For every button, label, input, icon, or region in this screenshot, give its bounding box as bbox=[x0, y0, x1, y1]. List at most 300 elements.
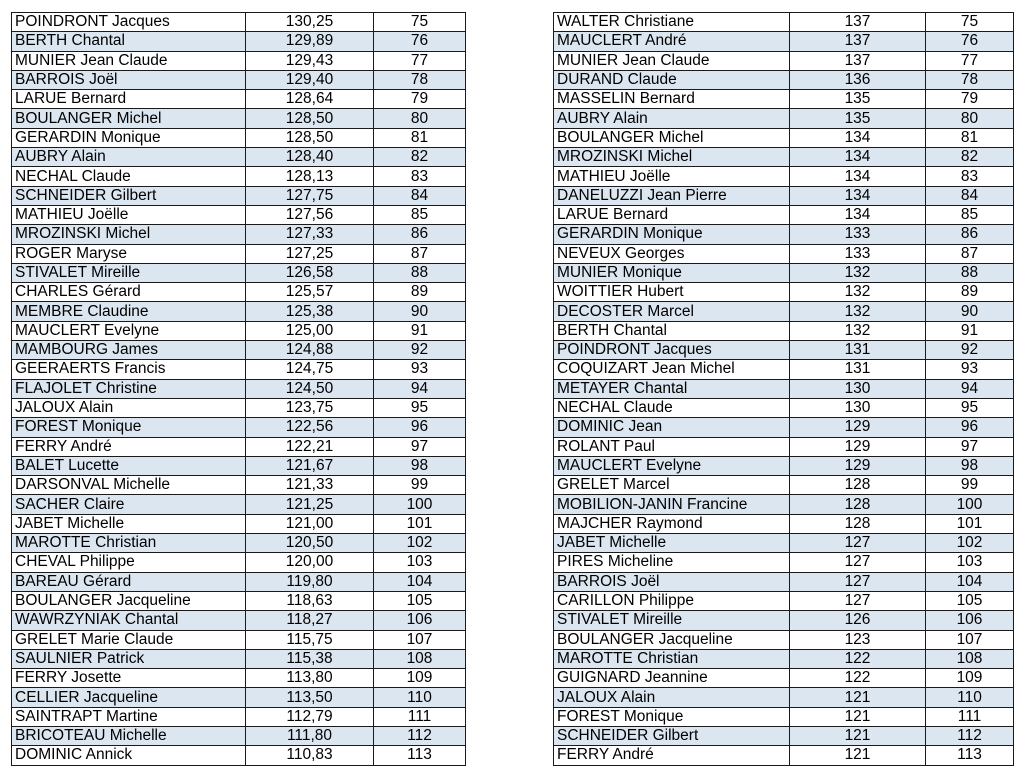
value-cell: 133 bbox=[790, 225, 926, 244]
name-cell: JABET Michelle bbox=[554, 534, 790, 553]
name-cell: MAROTTE Christian bbox=[554, 649, 790, 668]
rank-cell: 98 bbox=[926, 456, 1014, 475]
table-row bbox=[554, 244, 1014, 263]
name-cell: SACHER Claire bbox=[12, 495, 246, 514]
rank-cell: 87 bbox=[374, 244, 466, 263]
rank-cell: 109 bbox=[374, 669, 466, 688]
table-row bbox=[12, 398, 466, 417]
table-row bbox=[554, 630, 1014, 649]
rank-cell: 92 bbox=[374, 341, 466, 360]
value-cell: 121,00 bbox=[246, 514, 374, 533]
rank-cell: 89 bbox=[374, 283, 466, 302]
value-cell: 125,57 bbox=[246, 283, 374, 302]
rank-cell: 90 bbox=[374, 302, 466, 321]
value-cell: 121 bbox=[790, 726, 926, 745]
rank-cell: 93 bbox=[926, 360, 1014, 379]
table-row bbox=[554, 128, 1014, 147]
rank-cell: 76 bbox=[374, 32, 466, 51]
name-cell: SCHNEIDER Gilbert bbox=[12, 186, 246, 205]
name-cell: FOREST Monique bbox=[554, 707, 790, 726]
table-row bbox=[554, 379, 1014, 398]
rank-cell: 108 bbox=[926, 649, 1014, 668]
value-cell: 137 bbox=[790, 51, 926, 70]
table-row bbox=[12, 341, 466, 360]
value-cell: 128,50 bbox=[246, 128, 374, 147]
name-cell: LARUE Bernard bbox=[12, 90, 246, 109]
table-row bbox=[554, 746, 1014, 765]
value-cell: 120,00 bbox=[246, 553, 374, 572]
name-cell: BOULANGER Michel bbox=[554, 128, 790, 147]
value-cell: 127,56 bbox=[246, 205, 374, 224]
name-cell: BRICOTEAU Michelle bbox=[12, 726, 246, 745]
rank-cell: 101 bbox=[926, 514, 1014, 533]
rank-cell: 85 bbox=[926, 205, 1014, 224]
value-cell: 125,38 bbox=[246, 302, 374, 321]
name-cell: JALOUX Alain bbox=[12, 398, 246, 417]
value-cell: 121,25 bbox=[246, 495, 374, 514]
rank-cell: 108 bbox=[374, 649, 466, 668]
rank-cell: 79 bbox=[926, 90, 1014, 109]
table-row bbox=[12, 649, 466, 668]
rank-cell: 102 bbox=[926, 534, 1014, 553]
value-cell: 125,00 bbox=[246, 321, 374, 340]
value-cell: 118,63 bbox=[246, 591, 374, 610]
value-cell: 127,25 bbox=[246, 244, 374, 263]
rank-cell: 78 bbox=[374, 70, 466, 89]
name-cell: MEMBRE Claudine bbox=[12, 302, 246, 321]
table-row bbox=[554, 360, 1014, 379]
table-row bbox=[554, 649, 1014, 668]
name-cell: CHEVAL Philippe bbox=[12, 553, 246, 572]
rank-cell: 105 bbox=[374, 591, 466, 610]
name-cell: GERARDIN Monique bbox=[12, 128, 246, 147]
rank-cell: 86 bbox=[374, 225, 466, 244]
value-cell: 128,40 bbox=[246, 148, 374, 167]
name-cell: BOULANGER Jacqueline bbox=[554, 630, 790, 649]
rank-cell: 112 bbox=[926, 726, 1014, 745]
table-row bbox=[12, 32, 466, 51]
name-cell: FERRY André bbox=[12, 437, 246, 456]
value-cell: 127 bbox=[790, 534, 926, 553]
rank-cell: 78 bbox=[926, 70, 1014, 89]
table-row bbox=[12, 244, 466, 263]
table-row bbox=[12, 495, 466, 514]
value-cell: 134 bbox=[790, 167, 926, 186]
rank-cell: 94 bbox=[374, 379, 466, 398]
rank-cell: 85 bbox=[374, 205, 466, 224]
value-cell: 135 bbox=[790, 90, 926, 109]
value-cell: 128,50 bbox=[246, 109, 374, 128]
name-cell: WAWRZYNIAK Chantal bbox=[12, 611, 246, 630]
rank-cell: 113 bbox=[374, 746, 466, 765]
rank-cell: 106 bbox=[374, 611, 466, 630]
name-cell: ROGER Maryse bbox=[12, 244, 246, 263]
value-cell: 130,25 bbox=[246, 13, 374, 32]
name-cell: MAUCLERT Evelyne bbox=[554, 456, 790, 475]
value-cell: 128 bbox=[790, 495, 926, 514]
value-cell: 121 bbox=[790, 707, 926, 726]
name-cell: MUNIER Monique bbox=[554, 263, 790, 282]
value-cell: 122,21 bbox=[246, 437, 374, 456]
table-row bbox=[554, 514, 1014, 533]
table-row bbox=[554, 534, 1014, 553]
name-cell: AUBRY Alain bbox=[12, 148, 246, 167]
value-cell: 124,88 bbox=[246, 341, 374, 360]
name-cell: SCHNEIDER Gilbert bbox=[554, 726, 790, 745]
value-cell: 130 bbox=[790, 398, 926, 417]
table-row bbox=[12, 688, 466, 707]
name-cell: BAREAU Gérard bbox=[12, 572, 246, 591]
table-row bbox=[554, 167, 1014, 186]
name-cell: AUBRY Alain bbox=[554, 109, 790, 128]
rank-cell: 100 bbox=[374, 495, 466, 514]
table-row bbox=[554, 572, 1014, 591]
rank-cell: 89 bbox=[926, 283, 1014, 302]
value-cell: 128 bbox=[790, 476, 926, 495]
name-cell: SAULNIER Patrick bbox=[12, 649, 246, 668]
table-row bbox=[554, 611, 1014, 630]
table-row bbox=[554, 263, 1014, 282]
rank-cell: 109 bbox=[926, 669, 1014, 688]
table-row bbox=[554, 302, 1014, 321]
table-row bbox=[12, 707, 466, 726]
rank-cell: 103 bbox=[374, 553, 466, 572]
value-cell: 126 bbox=[790, 611, 926, 630]
rank-cell: 96 bbox=[374, 418, 466, 437]
value-cell: 122 bbox=[790, 649, 926, 668]
table-row bbox=[12, 726, 466, 745]
name-cell: MOBILION-JANIN Francine bbox=[554, 495, 790, 514]
name-cell: STIVALET Mireille bbox=[12, 263, 246, 282]
name-cell: DANELUZZI Jean Pierre bbox=[554, 186, 790, 205]
rank-cell: 81 bbox=[374, 128, 466, 147]
rank-cell: 99 bbox=[374, 476, 466, 495]
rank-cell: 77 bbox=[374, 51, 466, 70]
value-cell: 124,75 bbox=[246, 360, 374, 379]
table-row bbox=[554, 70, 1014, 89]
rank-cell: 97 bbox=[926, 437, 1014, 456]
value-cell: 133 bbox=[790, 244, 926, 263]
table-row bbox=[12, 70, 466, 89]
rank-cell: 100 bbox=[926, 495, 1014, 514]
rank-cell: 86 bbox=[926, 225, 1014, 244]
value-cell: 122 bbox=[790, 669, 926, 688]
rank-cell: 113 bbox=[926, 746, 1014, 765]
rank-cell: 87 bbox=[926, 244, 1014, 263]
rank-cell: 91 bbox=[374, 321, 466, 340]
table-row bbox=[12, 553, 466, 572]
rank-cell: 88 bbox=[926, 263, 1014, 282]
rank-cell: 83 bbox=[926, 167, 1014, 186]
name-cell: NEVEUX Georges bbox=[554, 244, 790, 263]
table-row bbox=[554, 205, 1014, 224]
table-row bbox=[554, 476, 1014, 495]
value-cell: 118,27 bbox=[246, 611, 374, 630]
value-cell: 112,79 bbox=[246, 707, 374, 726]
value-cell: 136 bbox=[790, 70, 926, 89]
name-cell: CARILLON Philippe bbox=[554, 591, 790, 610]
name-cell: MAMBOURG James bbox=[12, 341, 246, 360]
name-cell: FERRY Josette bbox=[12, 669, 246, 688]
name-cell: WOITTIER Hubert bbox=[554, 283, 790, 302]
rank-cell: 81 bbox=[926, 128, 1014, 147]
value-cell: 134 bbox=[790, 128, 926, 147]
value-cell: 121,67 bbox=[246, 456, 374, 475]
value-cell: 134 bbox=[790, 205, 926, 224]
name-cell: NECHAL Claude bbox=[554, 398, 790, 417]
rank-cell: 106 bbox=[926, 611, 1014, 630]
rank-cell: 84 bbox=[926, 186, 1014, 205]
name-cell: MAUCLERT André bbox=[554, 32, 790, 51]
name-cell: FLAJOLET Christine bbox=[12, 379, 246, 398]
rank-cell: 92 bbox=[926, 341, 1014, 360]
rank-cell: 101 bbox=[374, 514, 466, 533]
rank-cell: 91 bbox=[926, 321, 1014, 340]
value-cell: 115,75 bbox=[246, 630, 374, 649]
table-row bbox=[554, 456, 1014, 475]
table-row bbox=[12, 418, 466, 437]
value-cell: 132 bbox=[790, 302, 926, 321]
table-row bbox=[12, 572, 466, 591]
table-row bbox=[12, 456, 466, 475]
name-cell: MUNIER Jean Claude bbox=[12, 51, 246, 70]
name-cell: BOULANGER Jacqueline bbox=[12, 591, 246, 610]
rank-cell: 95 bbox=[374, 398, 466, 417]
rank-cell: 96 bbox=[926, 418, 1014, 437]
name-cell: DARSONVAL Michelle bbox=[12, 476, 246, 495]
table-row bbox=[12, 591, 466, 610]
table-row bbox=[12, 109, 466, 128]
table-row bbox=[12, 379, 466, 398]
name-cell: METAYER Chantal bbox=[554, 379, 790, 398]
value-cell: 132 bbox=[790, 283, 926, 302]
value-cell: 129,40 bbox=[246, 70, 374, 89]
name-cell: JABET Michelle bbox=[12, 514, 246, 533]
name-cell: BALET Lucette bbox=[12, 456, 246, 475]
rank-cell: 111 bbox=[926, 707, 1014, 726]
table-row bbox=[12, 225, 466, 244]
table-row bbox=[12, 263, 466, 282]
table-row bbox=[12, 90, 466, 109]
rank-cell: 80 bbox=[374, 109, 466, 128]
name-cell: CELLIER Jacqueline bbox=[12, 688, 246, 707]
value-cell: 130 bbox=[790, 379, 926, 398]
rank-cell: 110 bbox=[926, 688, 1014, 707]
name-cell: LARUE Bernard bbox=[554, 205, 790, 224]
value-cell: 127 bbox=[790, 591, 926, 610]
name-cell: POINDRONT Jacques bbox=[554, 341, 790, 360]
name-cell: POINDRONT Jacques bbox=[12, 13, 246, 32]
value-cell: 119,80 bbox=[246, 572, 374, 591]
name-cell: MASSELIN Bernard bbox=[554, 90, 790, 109]
value-cell: 129 bbox=[790, 456, 926, 475]
name-cell: PIRES Micheline bbox=[554, 553, 790, 572]
value-cell: 113,80 bbox=[246, 669, 374, 688]
value-cell: 128 bbox=[790, 514, 926, 533]
rank-cell: 104 bbox=[374, 572, 466, 591]
rank-cell: 77 bbox=[926, 51, 1014, 70]
value-cell: 127 bbox=[790, 572, 926, 591]
table-row bbox=[554, 186, 1014, 205]
name-cell: DOMINIC Jean bbox=[554, 418, 790, 437]
rank-cell: 104 bbox=[926, 572, 1014, 591]
table-row bbox=[12, 205, 466, 224]
table-row bbox=[12, 148, 466, 167]
name-cell: MUNIER Jean Claude bbox=[554, 51, 790, 70]
value-cell: 128,13 bbox=[246, 167, 374, 186]
table-row bbox=[554, 437, 1014, 456]
value-cell: 137 bbox=[790, 32, 926, 51]
table-row bbox=[12, 746, 466, 765]
table-row bbox=[12, 630, 466, 649]
name-cell: NECHAL Claude bbox=[12, 167, 246, 186]
rank-cell: 93 bbox=[374, 360, 466, 379]
name-cell: BERTH Chantal bbox=[12, 32, 246, 51]
table-row bbox=[554, 13, 1014, 32]
name-cell: BARROIS Joël bbox=[554, 572, 790, 591]
table-row bbox=[554, 321, 1014, 340]
value-cell: 135 bbox=[790, 109, 926, 128]
rank-cell: 112 bbox=[374, 726, 466, 745]
rank-cell: 79 bbox=[374, 90, 466, 109]
name-cell: BARROIS Joël bbox=[12, 70, 246, 89]
value-cell: 122,56 bbox=[246, 418, 374, 437]
name-cell: FERRY André bbox=[554, 746, 790, 765]
rank-cell: 97 bbox=[374, 437, 466, 456]
table-row bbox=[554, 707, 1014, 726]
name-cell: GERARDIN Monique bbox=[554, 225, 790, 244]
name-cell: WALTER Christiane bbox=[554, 13, 790, 32]
name-cell: DURAND Claude bbox=[554, 70, 790, 89]
rank-cell: 84 bbox=[374, 186, 466, 205]
name-cell: BERTH Chantal bbox=[554, 321, 790, 340]
table-row bbox=[554, 726, 1014, 745]
table-row bbox=[554, 669, 1014, 688]
rank-cell: 99 bbox=[926, 476, 1014, 495]
table-row bbox=[554, 495, 1014, 514]
value-cell: 115,38 bbox=[246, 649, 374, 668]
rank-cell: 103 bbox=[926, 553, 1014, 572]
rank-cell: 88 bbox=[374, 263, 466, 282]
table-row bbox=[12, 51, 466, 70]
rank-cell: 110 bbox=[374, 688, 466, 707]
rank-cell: 83 bbox=[374, 167, 466, 186]
table-row bbox=[12, 283, 466, 302]
table-row bbox=[554, 32, 1014, 51]
value-cell: 131 bbox=[790, 360, 926, 379]
rank-cell: 107 bbox=[374, 630, 466, 649]
value-cell: 113,50 bbox=[246, 688, 374, 707]
name-cell: GRELET Marcel bbox=[554, 476, 790, 495]
rank-cell: 80 bbox=[926, 109, 1014, 128]
table-row bbox=[554, 90, 1014, 109]
value-cell: 111,80 bbox=[246, 726, 374, 745]
table-row bbox=[554, 591, 1014, 610]
value-cell: 129 bbox=[790, 437, 926, 456]
value-cell: 120,50 bbox=[246, 534, 374, 553]
value-cell: 134 bbox=[790, 148, 926, 167]
rank-cell: 82 bbox=[926, 148, 1014, 167]
value-cell: 129 bbox=[790, 418, 926, 437]
name-cell: SAINTRAPT Martine bbox=[12, 707, 246, 726]
table-row bbox=[12, 13, 466, 32]
table-row bbox=[12, 611, 466, 630]
rank-cell: 102 bbox=[374, 534, 466, 553]
name-cell: MATHIEU Joëlle bbox=[12, 205, 246, 224]
table-row bbox=[554, 51, 1014, 70]
value-cell: 123 bbox=[790, 630, 926, 649]
name-cell: MAUCLERT Evelyne bbox=[12, 321, 246, 340]
table-row bbox=[12, 437, 466, 456]
name-cell: BOULANGER Michel bbox=[12, 109, 246, 128]
rank-cell: 90 bbox=[926, 302, 1014, 321]
value-cell: 132 bbox=[790, 321, 926, 340]
table-row bbox=[12, 321, 466, 340]
value-cell: 110,83 bbox=[246, 746, 374, 765]
name-cell: MATHIEU Joëlle bbox=[554, 167, 790, 186]
table-row bbox=[554, 225, 1014, 244]
rank-cell: 94 bbox=[926, 379, 1014, 398]
rank-cell: 82 bbox=[374, 148, 466, 167]
name-cell: DECOSTER Marcel bbox=[554, 302, 790, 321]
rank-cell: 95 bbox=[926, 398, 1014, 417]
table-row bbox=[12, 669, 466, 688]
rank-cell: 105 bbox=[926, 591, 1014, 610]
value-cell: 121 bbox=[790, 688, 926, 707]
name-cell: GEERAERTS Francis bbox=[12, 360, 246, 379]
value-cell: 126,58 bbox=[246, 263, 374, 282]
name-cell: FOREST Monique bbox=[12, 418, 246, 437]
value-cell: 123,75 bbox=[246, 398, 374, 417]
table-row bbox=[554, 283, 1014, 302]
table-row bbox=[12, 302, 466, 321]
value-cell: 129,89 bbox=[246, 32, 374, 51]
table-row bbox=[554, 148, 1014, 167]
rank-cell: 75 bbox=[926, 13, 1014, 32]
value-cell: 121,33 bbox=[246, 476, 374, 495]
table-row bbox=[554, 688, 1014, 707]
name-cell: CHARLES Gérard bbox=[12, 283, 246, 302]
name-cell: DOMINIC Annick bbox=[12, 746, 246, 765]
value-cell: 128,64 bbox=[246, 90, 374, 109]
value-cell: 129,43 bbox=[246, 51, 374, 70]
rank-cell: 76 bbox=[926, 32, 1014, 51]
name-cell: MAJCHER Raymond bbox=[554, 514, 790, 533]
rank-cell: 98 bbox=[374, 456, 466, 475]
value-cell: 124,50 bbox=[246, 379, 374, 398]
table-row bbox=[12, 128, 466, 147]
table-row bbox=[554, 418, 1014, 437]
table-row bbox=[554, 553, 1014, 572]
rank-cell: 75 bbox=[374, 13, 466, 32]
name-cell: GRELET Marie Claude bbox=[12, 630, 246, 649]
table-row bbox=[554, 109, 1014, 128]
value-cell: 131 bbox=[790, 341, 926, 360]
right-ranking-table bbox=[553, 12, 1014, 766]
value-cell: 127,33 bbox=[246, 225, 374, 244]
table-row bbox=[12, 167, 466, 186]
name-cell: GUIGNARD Jeannine bbox=[554, 669, 790, 688]
rank-cell: 107 bbox=[926, 630, 1014, 649]
table-row bbox=[12, 534, 466, 553]
table-row bbox=[554, 341, 1014, 360]
table-row bbox=[554, 398, 1014, 417]
value-cell: 134 bbox=[790, 186, 926, 205]
left-ranking-table bbox=[11, 12, 466, 766]
table-row bbox=[12, 514, 466, 533]
table-row bbox=[12, 186, 466, 205]
value-cell: 132 bbox=[790, 263, 926, 282]
